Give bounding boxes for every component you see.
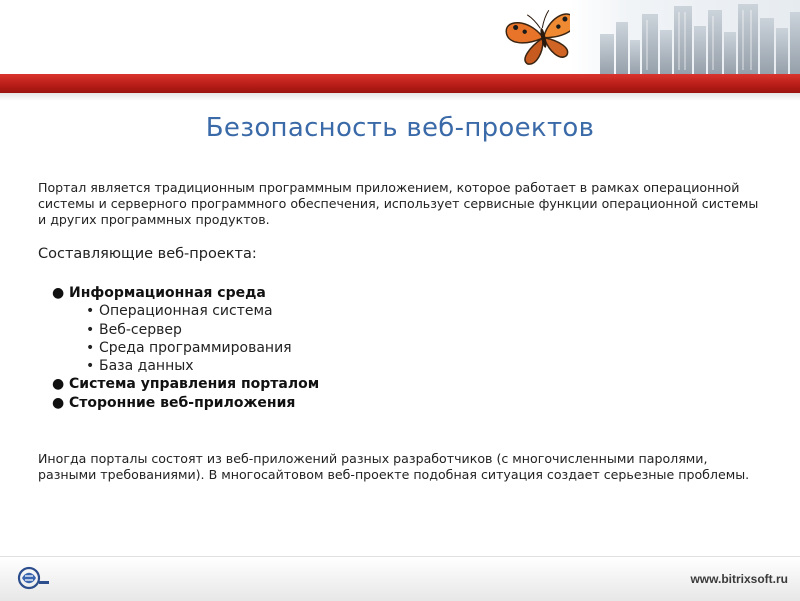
slide-footer [0,556,800,601]
list-subitem: • Операционная система [86,303,273,320]
bullet-icon: • [86,339,95,356]
city-skyline-image [570,0,800,74]
bullet-icon: • [86,303,95,320]
footer-url[interactable]: www.bitrixsoft.ru [690,572,788,586]
slide-header [0,0,800,74]
slide-title: Безопасность веб-проектов [205,113,595,143]
list-subitem: • База данных [86,358,194,375]
list-item: ● Сторонние веб-приложения [52,394,296,411]
list-subitem: • Веб-сервер [86,321,182,338]
components-heading: Составляющие веб-проекта: [38,246,257,262]
bullet-icon: ● [52,394,65,411]
list-item: ● Информационная среда [52,285,266,301]
accent-bar [0,74,800,93]
list-subitem: • Среда программирования [86,339,292,356]
note-paragraph: Иногда порталы состоят из веб-приложений разных разработчиков (с многочисленными паролями, разными требованиями). В многосайтовом веб-проекте подобная ситуация создает серьезные проблемы. [38,451,750,482]
list-item: ● Система управления порталом [52,376,320,393]
bitrix-logo [17,566,51,590]
bullet-icon: • [86,358,95,375]
bullet-icon: ● [52,376,65,393]
intro-paragraph: Портал является традиционным программным приложением, которое работает в рамках операционной системы и серверного программного обеспечения, использует сервисные функции операционной системы и других программных продуктов. [38,180,759,227]
bullet-icon: ● [52,285,65,301]
components-list [52,284,319,412]
bullet-icon: • [86,321,95,338]
